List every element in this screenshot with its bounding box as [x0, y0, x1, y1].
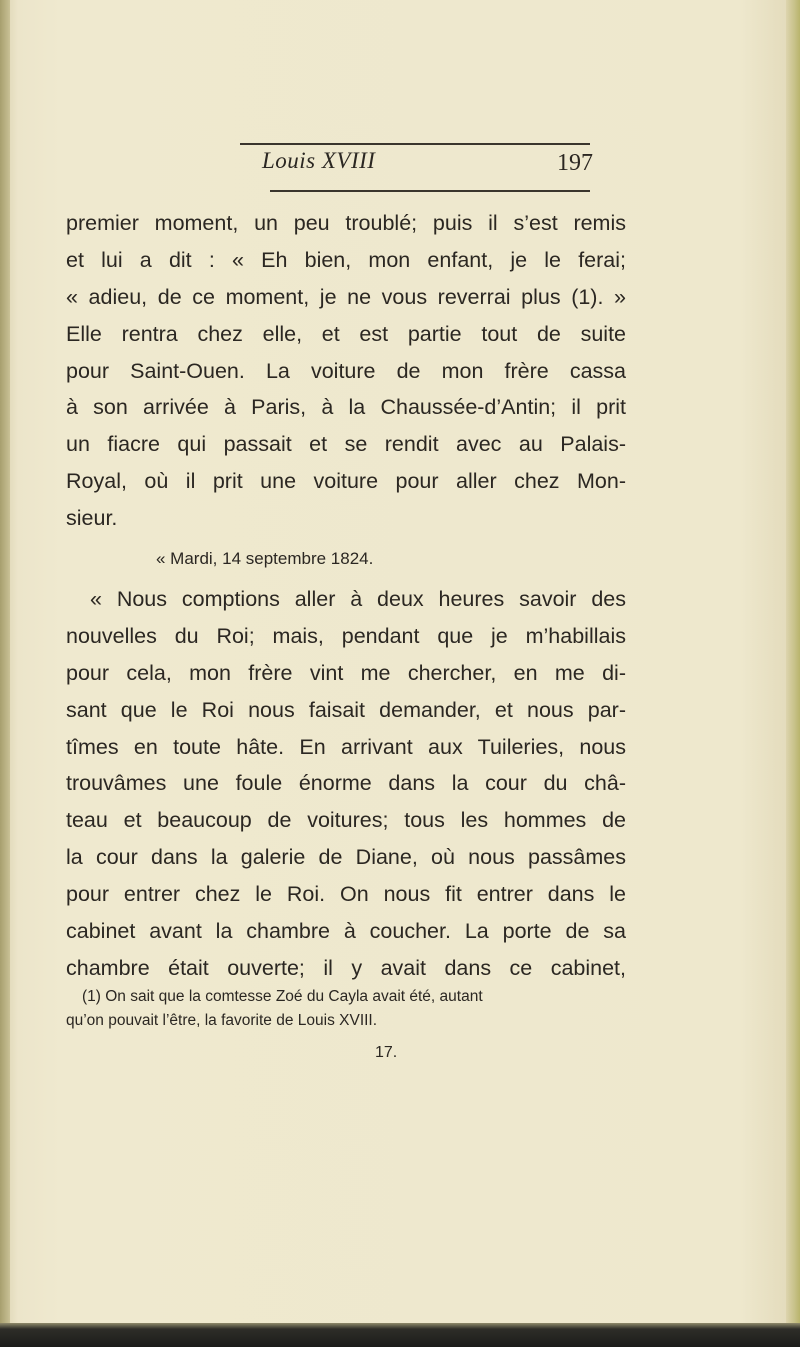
text-line: et lui a dit : « Eh bien, mon enfant, je le ferai; [66, 247, 626, 272]
header-rule-bottom [270, 190, 590, 192]
text-line: sieur. [66, 506, 118, 531]
text-line: trouvâmes une foule énorme dans la cour du châ- [66, 771, 626, 796]
text-line: pour cela, mon frère vint me chercher, en me di- [66, 660, 626, 685]
text-line: pour entrer chez le Roi. On nous fit entrer dans le [66, 882, 626, 907]
page-gutter [0, 0, 10, 1347]
text-line: nouvelles du Roi; mais, pendant que je m’habillais [66, 623, 626, 648]
text-line: chambre était ouverte; il y avait dans ce cabinet, [66, 955, 626, 980]
text-line: « adieu, de ce moment, je ne vous reverrai plus (1). » [66, 284, 626, 309]
footnote-line: qu’on pouvait l’être, la favorite de Louis XVIII. [66, 1012, 378, 1029]
text-line: Elle rentra chez elle, et est partie tout de suite [66, 321, 626, 346]
text-line: à son arrivée à Paris, à la Chaussée-d’Antin; il prit [66, 395, 626, 420]
text-line: la cour dans la galerie de Diane, où nous passâmes [66, 845, 626, 870]
running-head: Louis XVIII [262, 148, 376, 173]
dateline: « Mardi, 14 septembre 1824. [156, 549, 374, 569]
text-line: pour Saint-Ouen. La voiture de mon frère cassa [66, 358, 626, 383]
text-line: Royal, où il prit une voiture pour aller chez Mon- [66, 469, 626, 494]
page-fore-edge [786, 0, 800, 1347]
text-line: un fiacre qui passait et se rendit avec au Palais- [66, 432, 626, 457]
page-bottom-edge [0, 1323, 800, 1347]
text-line: tîmes en toute hâte. En arrivant aux Tuileries, nous [66, 734, 626, 759]
text-line: premier moment, un peu troublé; puis il s’est remis [66, 211, 626, 235]
main-text [66, 205, 626, 987]
text-line: cabinet avant la chambre à coucher. La porte de sa [66, 919, 626, 944]
page-number: 197 [557, 150, 593, 176]
footnote [66, 985, 626, 1033]
signature-mark: 17. [375, 1044, 398, 1061]
text-line: teau et beaucoup de voitures; tous les hommes de [66, 808, 626, 833]
footnote-line: (1) On sait que la comtesse Zoé du Cayla avait été, autant [82, 988, 483, 1005]
text-line: « Nous comptions aller à deux heures savoir des [90, 587, 626, 612]
header-rule-top [240, 143, 590, 145]
text-line: sant que le Roi nous faisait demander, et nous par- [66, 697, 626, 722]
